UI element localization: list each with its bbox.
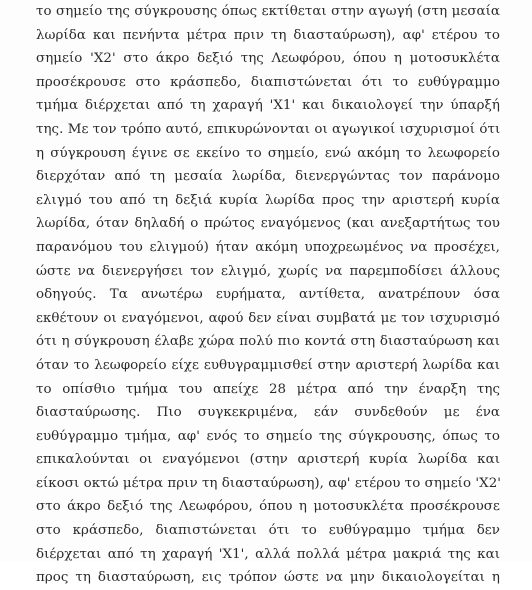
text-line-25: προς τη διασταύρωση, εις τρόπον ώστε να μην δικαιολογείται η xyxy=(36,570,500,586)
text-line-7: η σύγκρουση έγινε σε εκείνο το σημείο, ενώ ακόμη το λεωφορείο xyxy=(36,145,500,161)
text-line-10: λωρίδα, όταν δηλαδή ο πρώτος εναγόμενος (και ανεξαρτήτως του xyxy=(36,216,500,232)
text-line-21: είκοσι οκτώ μέτρα πριν τη διασταύρωση), αφ' ετέρου το σημείο 'Χ2' xyxy=(36,475,502,491)
text-line-9: ελιγμό του από τη δεξιά κυρία λωρίδα προς την αριστερή κυρία xyxy=(36,192,500,208)
text-line-19: ευθύγραμμο τμήμα, αφ' ενός το σημείο της σύγκρουσης, όπως το xyxy=(36,428,500,444)
text-line-17: το οπίσθιο τμήμα του απείχε 28 μέτρα από την έναρξη της xyxy=(36,381,500,397)
text-line-4: προσέκρουσε στο κράσπεδο, διαπιστώνεται ότι το ευθύγραμμο xyxy=(36,74,500,90)
text-line-18: διασταύρωσης. Πιο συγκεκριμένα, εάν συνδεθούν με ένα xyxy=(36,405,500,421)
text-line-2: λωρίδα και πενήντα μέτρα πριν τη διασταύρωση), αφ' ετέρου το xyxy=(36,27,500,43)
text-line-12: ώστε να διενεργήσει τον ελιγμό, χωρίς να παρεμποδίσει άλλους xyxy=(36,263,500,279)
text-line-23: στο κράσπεδο, διαπιστώνεται ότι το ευθύγραμμο τμήμα δεν xyxy=(36,523,500,539)
text-line-8: διερχόταν από τη μεσαία λωρίδα, διενεργώντας τον παράνομο xyxy=(36,169,500,185)
text-line-22: στο άκρο δεξιό της Λεωφόρου, όπου η μοτοσυκλέτα προσέκρουσε xyxy=(36,499,500,515)
text-line-16: όταν το λεωφορείο είχε ευθυγραμμισθεί στην αριστερή λωρίδα και xyxy=(36,357,500,373)
text-line-13: οδηγούς. Τα ανωτέρω ευρήματα, αντίθετα, ανατρέπουν όσα xyxy=(36,287,500,303)
text-line-5: τμήμα διέρχεται από τη χαραγή 'Χ1' και δικαιολογεί την ύπαρξή xyxy=(36,98,500,114)
text-line-15: ότι η σύγκρουση έλαβε χώρα πολύ πιο κοντά στη διασταύρωση και xyxy=(36,334,500,350)
body-paragraph xyxy=(36,0,500,590)
text-line-1: το σημείο της σύγκρουσης όπως εκτίθεται στην αγωγή (στη μεσαία xyxy=(36,4,500,19)
text-line-24: διέρχεται από τη χαραγή 'Χ1', αλλά πολλά μέτρα μακριά της και xyxy=(36,546,500,562)
text-line-14: εκθέτουν οι εναγόμενοι, αφού δεν είναι συμβατά με τον ισχυρισμό xyxy=(36,310,500,326)
text-line-6: της. Με τον τρόπο αυτό, επικυρώνονται οι αγωγικοί ισχυρισμοί ότι xyxy=(36,121,501,137)
text-line-11: παρανόμου του ελιγμού) ήταν ακόμη υποχρεωμένος να προσέχει, xyxy=(36,239,500,255)
text-line-3: σημείο 'Χ2' στο άκρο δεξιό της Λεωφόρου, όπου η μοτοσυκλέτα xyxy=(36,51,500,67)
text-line-20: επικαλούνται οι εναγόμενοι (στην αριστερή κυρία λωρίδα και xyxy=(36,452,500,468)
